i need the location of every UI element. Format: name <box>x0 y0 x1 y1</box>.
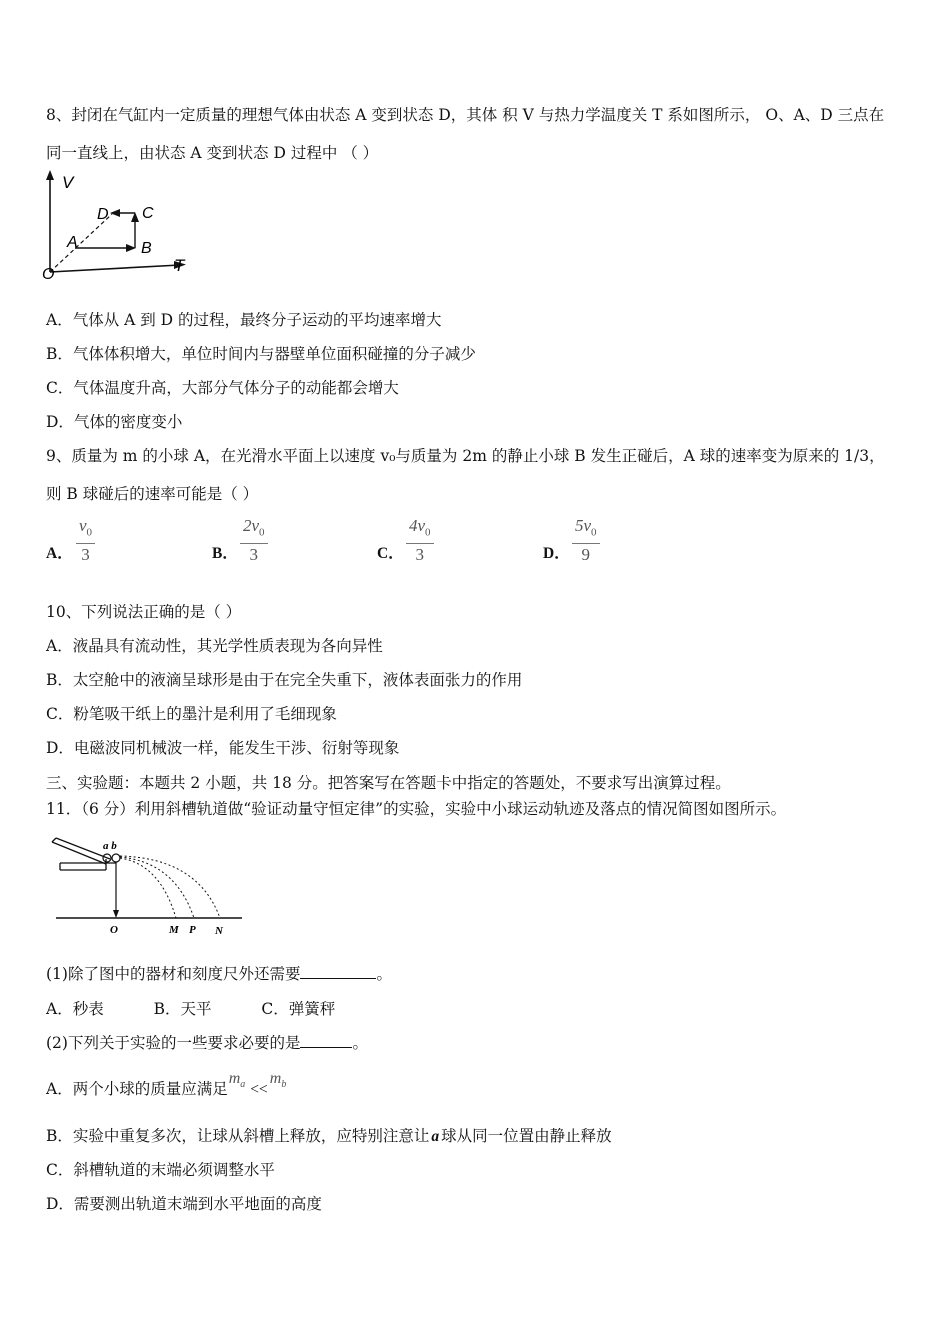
q9-choice-d-fraction <box>572 516 600 566</box>
fraction-denominator: 3 <box>415 545 425 565</box>
cd-arrow-icon <box>110 209 120 217</box>
label-t: T <box>174 256 185 275</box>
label-o: O <box>42 266 55 283</box>
q11-sub2 <box>46 1031 368 1053</box>
label-a: A <box>67 234 78 251</box>
trajectory-n <box>120 856 220 918</box>
fraction-numerator: $5v_0$ <box>572 516 600 544</box>
much-less-than: << <box>250 1081 268 1098</box>
ball-a-symbol: a <box>431 1128 440 1145</box>
chute-bottom-edge <box>52 842 106 864</box>
q8-stem-line1: 8、封闭在气缸内一定质量的理想气体由状态 A 变到状态 D，其体 积 V 与热力学温度关 T 系如图所示， O、A、D 三点在 <box>46 106 885 124</box>
label-v: V <box>62 173 74 192</box>
trajectory-p <box>120 857 194 918</box>
fraction-numerator: $2v_0$ <box>240 516 268 544</box>
chute-top-edge <box>56 838 110 859</box>
plumb-arrow-icon <box>113 910 119 918</box>
q11-option-a <box>46 1070 287 1101</box>
label-p: P <box>189 924 196 936</box>
q11-sub1-option-b: B．天平 <box>153 1000 212 1018</box>
q9-stem-line2: 则 B 球碰后的速率可能是（ ） <box>46 485 259 503</box>
q9-choice-d-label: D． <box>543 545 570 562</box>
q9-stem-line1: 9、质量为 m 的小球 A，在光滑水平面上以速度 v₀与质量为 2m 的静止小球 B 发生正碰后，A 球的速率变为原来的 1/3， <box>46 447 885 465</box>
fraction-denominator: 3 <box>81 545 90 565</box>
v-axis-arrow-icon <box>46 170 54 180</box>
q11-option-b <box>46 1124 612 1146</box>
answer-blank-2[interactable] <box>300 1033 352 1048</box>
q9-choice-a-fraction <box>76 516 95 566</box>
q11-sub2-end: 。 <box>352 1034 368 1052</box>
q8-stem-line2: 同一直线上，由状态 A 变到状态 D 过程中 （ ） <box>46 144 379 162</box>
answer-blank-1[interactable] <box>300 964 376 979</box>
fraction-numerator: $v_0$ <box>76 516 95 544</box>
q11-sub1-options <box>46 997 335 1019</box>
label-ab: a b <box>103 840 117 852</box>
section3-heading: 三、实验题：本题共 2 小题，共 18 分。把答案写在答题卡中指定的答题处，不要求写出演算过程。 <box>46 774 731 792</box>
q11-option-b-text: B．实验中重复多次，让球从斜槽上释放，应特别注意让 <box>46 1127 430 1145</box>
label-n: N <box>215 925 223 937</box>
q9-choice-b-label: B． <box>212 545 238 562</box>
q10-option-c: C．粉笔吸干纸上的墨汁是利用了毛细现象 <box>46 705 337 723</box>
q9-choice-b-fraction <box>240 516 268 566</box>
q8-option-b: B．气体体积增大，单位时间内与器壁单位面积碰撞的分子减少 <box>46 345 476 363</box>
trajectory-m <box>120 858 176 918</box>
q11-option-d: D．需要测出轨道末端到水平地面的高度 <box>46 1195 322 1213</box>
q9-choice-c-label: C． <box>377 545 404 562</box>
q11-option-a-text: A．两个小球的质量应满足 <box>46 1080 228 1098</box>
label-d: D <box>97 206 109 223</box>
q10-option-d: D．电磁波同机械波一样，能发生干涉、衍射等现象 <box>46 739 400 757</box>
q11-stem: 11．（6 分）利用斜槽轨道做“验证动量守恒定律”的实验，实验中小球运动轨迹及落点的情况简图如图所示。 <box>46 800 787 818</box>
mass-a-expression: $m_a$ <box>228 1070 246 1091</box>
q11-sub2-text: (2)下列关于实验的一些要求必要的是 <box>46 1034 301 1052</box>
q8-option-a: A．气体从 A 到 D 的过程，最终分子运动的平均速率增大 <box>46 311 442 329</box>
q8-option-c: C．气体温度升高，大部分气体分子的动能都会增大 <box>46 379 399 397</box>
label-c: C <box>142 205 154 222</box>
chute-end <box>52 838 56 842</box>
q11-option-c: C．斜槽轨道的末端必须调整水平 <box>46 1161 275 1179</box>
label-b: B <box>141 240 152 257</box>
fraction-denominator: 3 <box>249 545 259 565</box>
q8-option-d: D．气体的密度变小 <box>46 413 183 431</box>
mass-b-expression: $m_b$ <box>269 1070 287 1091</box>
t-axis <box>50 265 180 272</box>
label-m: M <box>169 924 179 936</box>
q11-sub1 <box>46 962 392 984</box>
q11-sub1-option-a: A．秒表 <box>46 1000 104 1018</box>
q9-choice-c-fraction <box>406 516 434 566</box>
q10-option-b: B．太空舱中的液滴呈球形是由于在完全失重下，液体表面张力的作用 <box>46 671 523 689</box>
q11-sub1-text: (1)除了图中的器材和刻度尺外还需要 <box>46 965 301 983</box>
vt-graph-figure <box>40 168 200 283</box>
q9-choice-a-label: A． <box>46 545 73 562</box>
q10-option-a: A．液晶具有流动性，其光学性质表现为各向异性 <box>46 637 383 655</box>
q11-sub1-option-c: C．弹簧秤 <box>261 1000 336 1018</box>
q11-sub1-end: 。 <box>376 965 392 983</box>
ball-b-icon <box>112 854 120 862</box>
q11-option-b-end: 球从同一位置由静止释放 <box>441 1127 612 1145</box>
fraction-denominator: 9 <box>581 545 591 565</box>
trajectory-figure <box>50 826 250 938</box>
fraction-numerator: $4v_0$ <box>406 516 434 544</box>
label-o: O <box>110 924 118 936</box>
q10-stem: 10、下列说法正确的是（ ） <box>46 603 242 621</box>
